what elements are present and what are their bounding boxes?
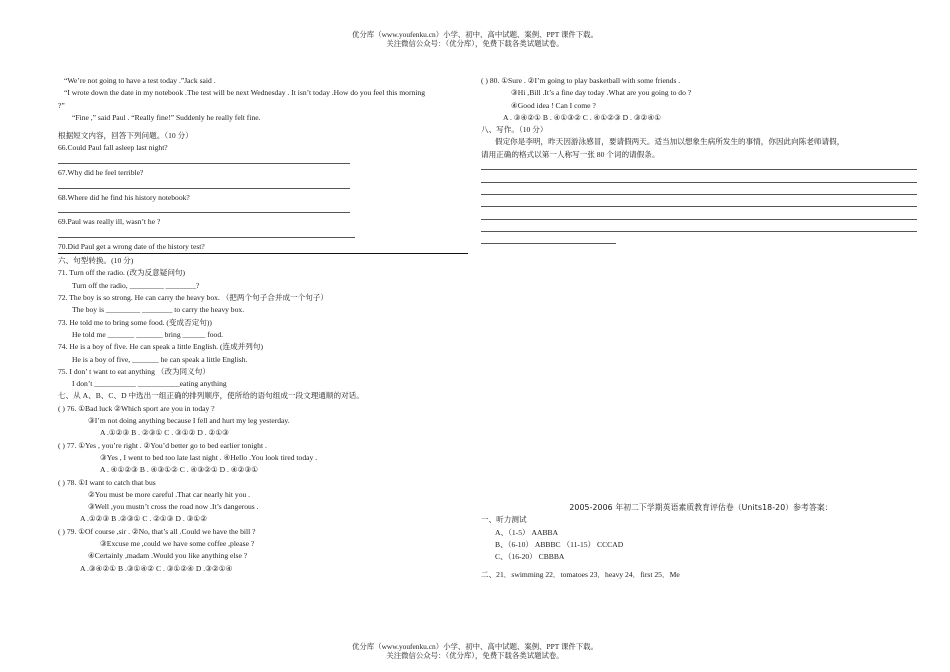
writing-line[interactable] [481, 186, 921, 198]
page-footer [0, 642, 950, 660]
writing-line[interactable] [481, 173, 921, 185]
header-line-2: 关注微信公众号：（优分库），免费下载各类试题试卷。 [386, 39, 564, 48]
passage-line: “Fine ,” said Paul . “Really fine!” Suddenly he really felt fine. [72, 112, 261, 122]
section7-item: ③I’m not doing anything because I fell and hurt my leg yesterday. [88, 416, 290, 426]
answer-key [481, 502, 921, 582]
section7-item: ( ) 76. ①Bad luck ②Which sport are you in today ? [58, 403, 215, 413]
q80-line: ④Good idea ! Can I come ? [511, 100, 596, 110]
writing-line[interactable] [481, 198, 921, 210]
reading-question-67: 67.Why did he feel terrible? [58, 168, 144, 178]
writing-line[interactable] [481, 223, 921, 235]
reading-question-69: 69.Paul was really ill, wasn’t he ? [58, 217, 161, 227]
answer-line[interactable] [58, 229, 468, 241]
passage-line: “We’re not going to have a test today .”Jack said . [64, 76, 216, 85]
section6-item: 72. The boy is so strong. He can carry the heavy box. （把两个句子合并成一个句子） [58, 293, 329, 303]
section7-item: ③Excuse me ,could we have some coffee ,please ? [100, 538, 255, 548]
section6-item: 71. Turn off the radio. (改为反意疑问句) [58, 268, 186, 278]
section7-item: ( ) 77. ①Yes , you’re right . ②You’d better go to bed earlier tonight . [58, 440, 267, 450]
writing-line[interactable] [481, 161, 921, 173]
q80-line: ( ) 80. ①Sure . ②I’m going to play basketball with some friends . [481, 76, 681, 85]
answer-line-text: 二、21．swimming 22．tomatoes 23．heavy 24．first 25．Me [481, 570, 680, 580]
section6-item: The boy is _________ ________ to carry the heavy box. [72, 305, 245, 315]
answer-line[interactable] [58, 204, 468, 216]
page-header [0, 30, 950, 48]
answer-line-text: 一、听力测试 [481, 515, 527, 525]
section6-item: He is a boy of five, _______ he can speak a little English. [72, 354, 248, 364]
section8-text: 假定你是李明，昨天因游泳感冒，要请假两天。适当加以想象生病所发生的事情，你因此向陈老师请假， [495, 137, 845, 147]
footer-line-1: 优分库（www.youfenku.cn）小学、初中、高中试题、案例、PPT 课件下载。 [352, 642, 598, 651]
reading-question-68: 68.Where did he find his history notebook? [58, 192, 190, 202]
q80-line: A . ③④②① B . ④①③② C . ④①②③ D . ③②④① [503, 112, 662, 122]
section7-item: ( ) 79. ①Of course ,sir . ②No, that’s all .Could we have the bill ? [58, 526, 256, 536]
answer-key-title: 2005-2006 年初二下学期英语素质教育评估卷（Units18-20）参考答案： [569, 503, 833, 512]
passage-line: “I wrote down the date in my notebook .The test will be next Wednesday . It isn’t today .How do you feel this morning [64, 88, 426, 98]
section7-item: ④Certainly ,madam .Would you like anything else ? [88, 551, 248, 561]
section8-text: 请用正确的格式以第一人称写一张 80 个词的请假条。 [481, 149, 660, 159]
section6-item: I don’t ___________ ___________eating anything [72, 379, 227, 389]
section7-title: 七、从 A、B、C、D 中选出一组正确的排列顺序，使所给的语句组成一段文理通顺的对话。 [58, 391, 364, 401]
section7-item: ③Yes , I went to bed too late last night . ④Hello .You look tired today . [100, 452, 318, 462]
section-divider [58, 253, 468, 254]
section7-item: A . ④①②③ B . ④③①② C . ④③②① D . ④②③① [100, 465, 259, 475]
reading-question-70: 70.Did Paul get a wrong date of the history test? [58, 241, 205, 251]
answer-line[interactable] [58, 179, 468, 191]
section7-item: A .③④②① B .③①④② C . ③①②④ D .③②①④ [80, 563, 233, 573]
reading-instruction: 根据短文内容，回答下列问题。（10 分） [58, 131, 193, 141]
section7-item: A .①②③ B . ②③① C . ③①② D . ②①③ [100, 428, 229, 438]
reading-question-66: 66.Could Paul fall asleep last night? [58, 143, 168, 153]
section6-item: 73. He told me to bring some food. (变成否定句)) [58, 317, 212, 327]
footer-line-2: 关注微信公众号：（优分库），免费下载各类试题试卷。 [386, 651, 564, 660]
answer-line-text: B、（6-10） ABBBC （11-15） CCCAD [495, 539, 624, 549]
section7-item: A .①②③ B .②③① C . ②①③ D . ③①② [80, 514, 208, 524]
section6-item: He told me _______ _______ bring ______ food. [72, 329, 224, 339]
section6-item: 75. I don’ t want to eat anything （改为同义句） [58, 366, 210, 376]
q80-line: ③Hi ,Bill .It’s a fine day today .What are you going to do ? [511, 88, 692, 98]
writing-line[interactable] [481, 235, 921, 247]
section7-item: ( ) 78. ①I want to catch that bus [58, 477, 156, 487]
left-column [58, 75, 468, 575]
section6-item: Turn off the radio, _________ ________? [72, 280, 200, 290]
section6-title: 六、句型转换。(10 分) [58, 256, 134, 266]
answer-line-text: A、（1-5） AABBA [495, 527, 559, 537]
answer-line[interactable] [58, 155, 468, 167]
answer-line-text: C、（16-20） CBBBA [495, 552, 565, 562]
header-line-1: 优分库（www.youfenku.cn）小学、初中、高中试题、案例、PPT 课件下载。 [352, 30, 598, 39]
section7-item: ②You must be more careful .That car nearly hit you . [88, 489, 251, 499]
writing-line[interactable] [481, 210, 921, 222]
section7-item: ③Well ,you mustn’t cross the road now .It’s dangerous . [88, 502, 259, 512]
passage-line: ?” [58, 100, 65, 110]
section8-title: 八、写作。（10 分） [481, 125, 548, 135]
right-column-top [481, 75, 921, 247]
section6-item: 74. He is a boy of five. He can speak a little English. (连成并列句) [58, 342, 263, 352]
